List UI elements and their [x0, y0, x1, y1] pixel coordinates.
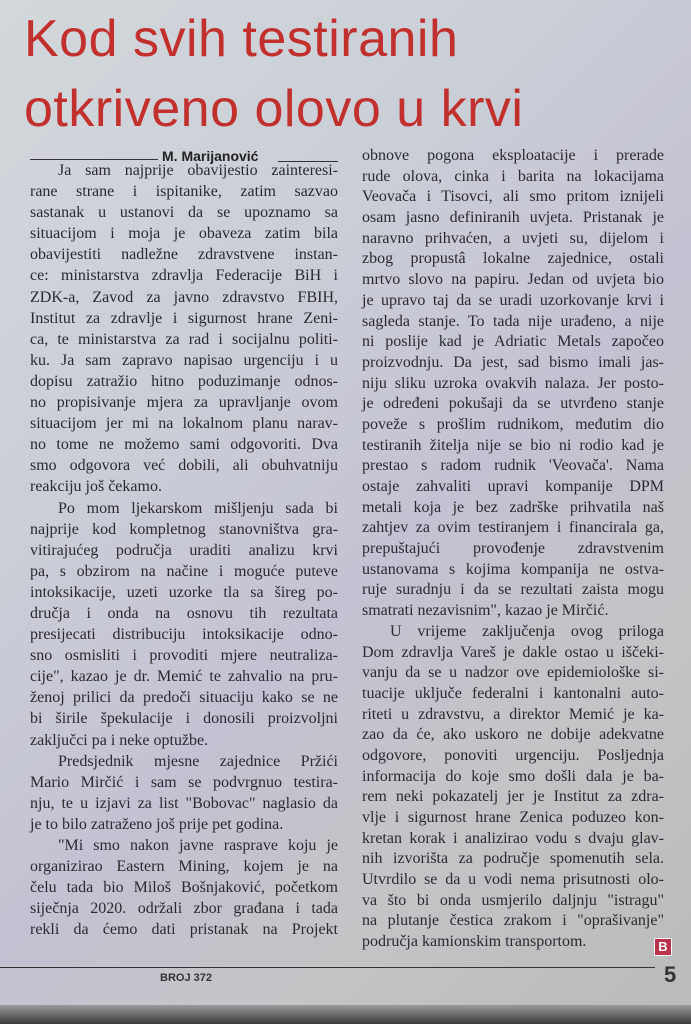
text-line: zbog propustâ lokalne zajednice, ostali	[362, 250, 664, 268]
text-line: prepuštajući provođenje zdravstvenim	[362, 540, 664, 558]
text-line: ca, te ministarstva za rad i socijalnu politi-	[30, 330, 338, 348]
page-edge-shadow	[0, 1005, 691, 1024]
text-line: obnove pogona eksploatacije i prerade	[362, 147, 664, 164]
article-column-right	[362, 146, 664, 953]
issue-number: BROJ 372	[160, 972, 212, 984]
text-line: nih izvorišta za područje spomenutih sela.	[362, 850, 664, 868]
text-line: Veovača i Tisovci, ali smo pritom iznijeli	[362, 188, 664, 206]
text-line: je određeni pokušaji da se utvrđeno stanje	[362, 395, 664, 413]
author-name: M. Marijanović	[162, 148, 259, 164]
text-line: riteti u zdravstvu, a direktor Memić je ka-	[362, 705, 664, 723]
text-line: sastanak u ustanovi da se upoznamo sa	[30, 204, 338, 222]
text-line: presijecati distribuciju intoksikacije odno-	[30, 626, 338, 644]
text-line: smatrati nezavisnim", kazao je Mirčić.	[362, 602, 609, 620]
text-line: ku. Ja sam zapravo napisao urgenciju i u	[30, 351, 338, 369]
text-line: "Mi smo nakon javne rasprave koju je	[58, 837, 338, 854]
text-line: vanju da se u nadzor ove epidemiološke si-	[362, 664, 664, 682]
text-line: je upravo taj da se uradi uzorkovanje krvi i	[362, 291, 664, 309]
text-line: sno osmisliti i provoditi mjere neutraliza-	[30, 647, 338, 665]
text-line: smo odgovora već dobili, ali obuhvatniju	[30, 457, 338, 475]
text-line: ostaje zahvaliti upravi kompanije DPM	[362, 478, 664, 495]
text-line: U vrijeme zaključenja ovog priloga	[390, 622, 664, 640]
text-line: va što bi onda usmjerilo daljnju "istragu"	[362, 891, 664, 909]
text-line: poveže s prošlim rudnikom, međutim dio	[362, 415, 664, 433]
paragraph	[30, 835, 338, 940]
text-line: pa, s obzirom na načine i moguće puteve	[30, 562, 338, 580]
text-line: dopisu zatražio hitno poduzimanje odnos-	[30, 372, 338, 390]
text-line: kretan korak i analizirao vodu s dvaju glav-	[362, 829, 664, 847]
text-line: ruje suradnju i da se rezultati zaista mogu	[362, 581, 664, 599]
text-line: metali koja je bez zadrške prihvatila naš	[362, 498, 664, 516]
text-line: zahtjev za ovim testiranjem i financirala ga,	[362, 519, 664, 537]
text-line: sagleda stanje. To tada nije urađeno, a nije	[362, 312, 664, 330]
text-line: vlje i sigurnost hrane Zenica poduzeo kon-	[362, 809, 664, 826]
text-line: obavijestiti nadležne zdravstvene instan-	[30, 246, 338, 264]
footer-divider	[0, 967, 655, 968]
paragraph	[30, 498, 338, 751]
text-line: prestao s radom rudnik 'Veovača'. Nama	[362, 457, 664, 475]
page-number: 5	[664, 962, 677, 987]
text-line: cije", kazao je dr. Memić te zahvalio na pru-	[30, 668, 338, 686]
text-line: Ja sam najprije obavijestio zainteresi-	[58, 162, 338, 179]
text-line: testiranih žitelja nije se bio ni rodio kad je	[362, 436, 664, 454]
text-line: situacijom jer mi na lokalnom planu narav-	[30, 415, 338, 433]
text-line: nju, te u izjavi za list "Bobovac" naglasio da	[30, 794, 338, 812]
text-line: siječnja 2020. održali zbor građana i tada	[30, 900, 338, 918]
text-line: situacijom i moja je obaveza zatim bila	[30, 225, 338, 243]
text-line: organizirao Eastern Mining, kojem je na	[30, 858, 338, 876]
text-line: Predsjednik mjesne zajednice Pržići	[58, 752, 338, 770]
text-line: reakciju još čekamo.	[30, 478, 162, 496]
text-line: najprije kod kompletnog stanovništva gra-	[30, 520, 338, 538]
text-line: rem neki pokazatelj jer je Institut za zdra-	[362, 788, 664, 806]
text-line: Po mom ljekarskom mišljenju sada bi	[58, 499, 338, 517]
text-line: rane strane i ispitanike, zatim sazvao	[30, 183, 338, 201]
text-line: ni poslije kad je Adriatic Metals započeo	[362, 333, 664, 351]
text-line: ženoj prilici da predoči situaciju kako se ne	[30, 689, 338, 707]
text-line: vitirajućeg područja uraditi analizu krvi	[30, 541, 338, 559]
text-line: rekli da ćemo dati pristanak na Projekt	[30, 921, 338, 939]
text-line: ustanovama s kojima kompanija ne ostva-	[362, 560, 664, 578]
title-line: otkriveno olovo u krvi	[24, 80, 524, 138]
text-line: zaključci pa i neke optužbe.	[30, 731, 209, 749]
paragraph	[30, 160, 338, 498]
text-line: zao da će, ako uskoro ne dobije adekvatne	[362, 726, 664, 744]
text-line: intoksikacije, uzeti uzorke tla sa šireg po-	[30, 583, 338, 601]
text-line: je to bilo zatraženo još prije pet godina.	[30, 815, 284, 833]
text-line: Utvrdilo se da u vodi nema prisutnosti olo-	[362, 871, 664, 889]
text-line: na plutanje čestica zrakom i "oprašivanje"	[362, 912, 664, 930]
article-column-left	[30, 160, 338, 940]
text-line: osam jasno definiranih uvjeta. Pristanak je	[362, 209, 664, 227]
text-line: proizvodnju. Da jest, sad bismo imali jas-	[362, 353, 664, 371]
text-line: bi širile špekulacije i donosili proizvoljni	[30, 710, 338, 728]
text-line: Institut za zdravlje i sigurnost hrane Zeni-	[30, 309, 338, 327]
text-line: odgovore, ponoviti urgenciju. Posljednja	[362, 746, 664, 764]
text-line: Dom zdravlja Vareš je dakle ostao u iščeki-	[362, 643, 664, 661]
text-line: Mario Mirčić i sam se podvrgnuo testira-	[30, 773, 338, 791]
paragraph	[362, 146, 664, 622]
text-line: naravno prihvaćen, a uvjeti su, dijelom i	[362, 229, 664, 247]
text-line: no propisivanje mjera za upravljanje ovom	[30, 394, 338, 412]
text-line: područja kamionskim transportom.	[362, 933, 587, 951]
text-line: tuacije uključe federalni i kantonalni auto-	[362, 684, 664, 702]
text-line: no tome ne možemo sami odgovoriti. Dva	[30, 436, 338, 454]
title-line: Kod svih testiranih	[24, 10, 459, 68]
paragraph	[362, 622, 664, 953]
text-line: dručja i onda na osnovu tih rezultata	[30, 604, 338, 622]
text-line: niju sliku uzroka ovakvih nalaza. Jer posto-	[362, 374, 664, 392]
text-line: mrtvo slovo na papiru. Jedan od uvjeta bio	[362, 271, 664, 289]
paragraph	[30, 751, 338, 835]
text-line: ce: ministarstva zdravlja Federacije BiH i	[30, 267, 338, 285]
text-line: rude olova, cinka i barita na lokacijama	[362, 167, 664, 185]
text-line: ZDK-a, Zavod za javno zdravstvo FBIH,	[30, 288, 338, 306]
text-line: čelu tada bio Miloš Bošnjaković, početkom	[30, 879, 338, 897]
text-line: informacija do koje smo došli dala je ba-	[362, 767, 664, 785]
article-title	[24, 4, 523, 144]
publication-logo: B	[654, 938, 672, 956]
